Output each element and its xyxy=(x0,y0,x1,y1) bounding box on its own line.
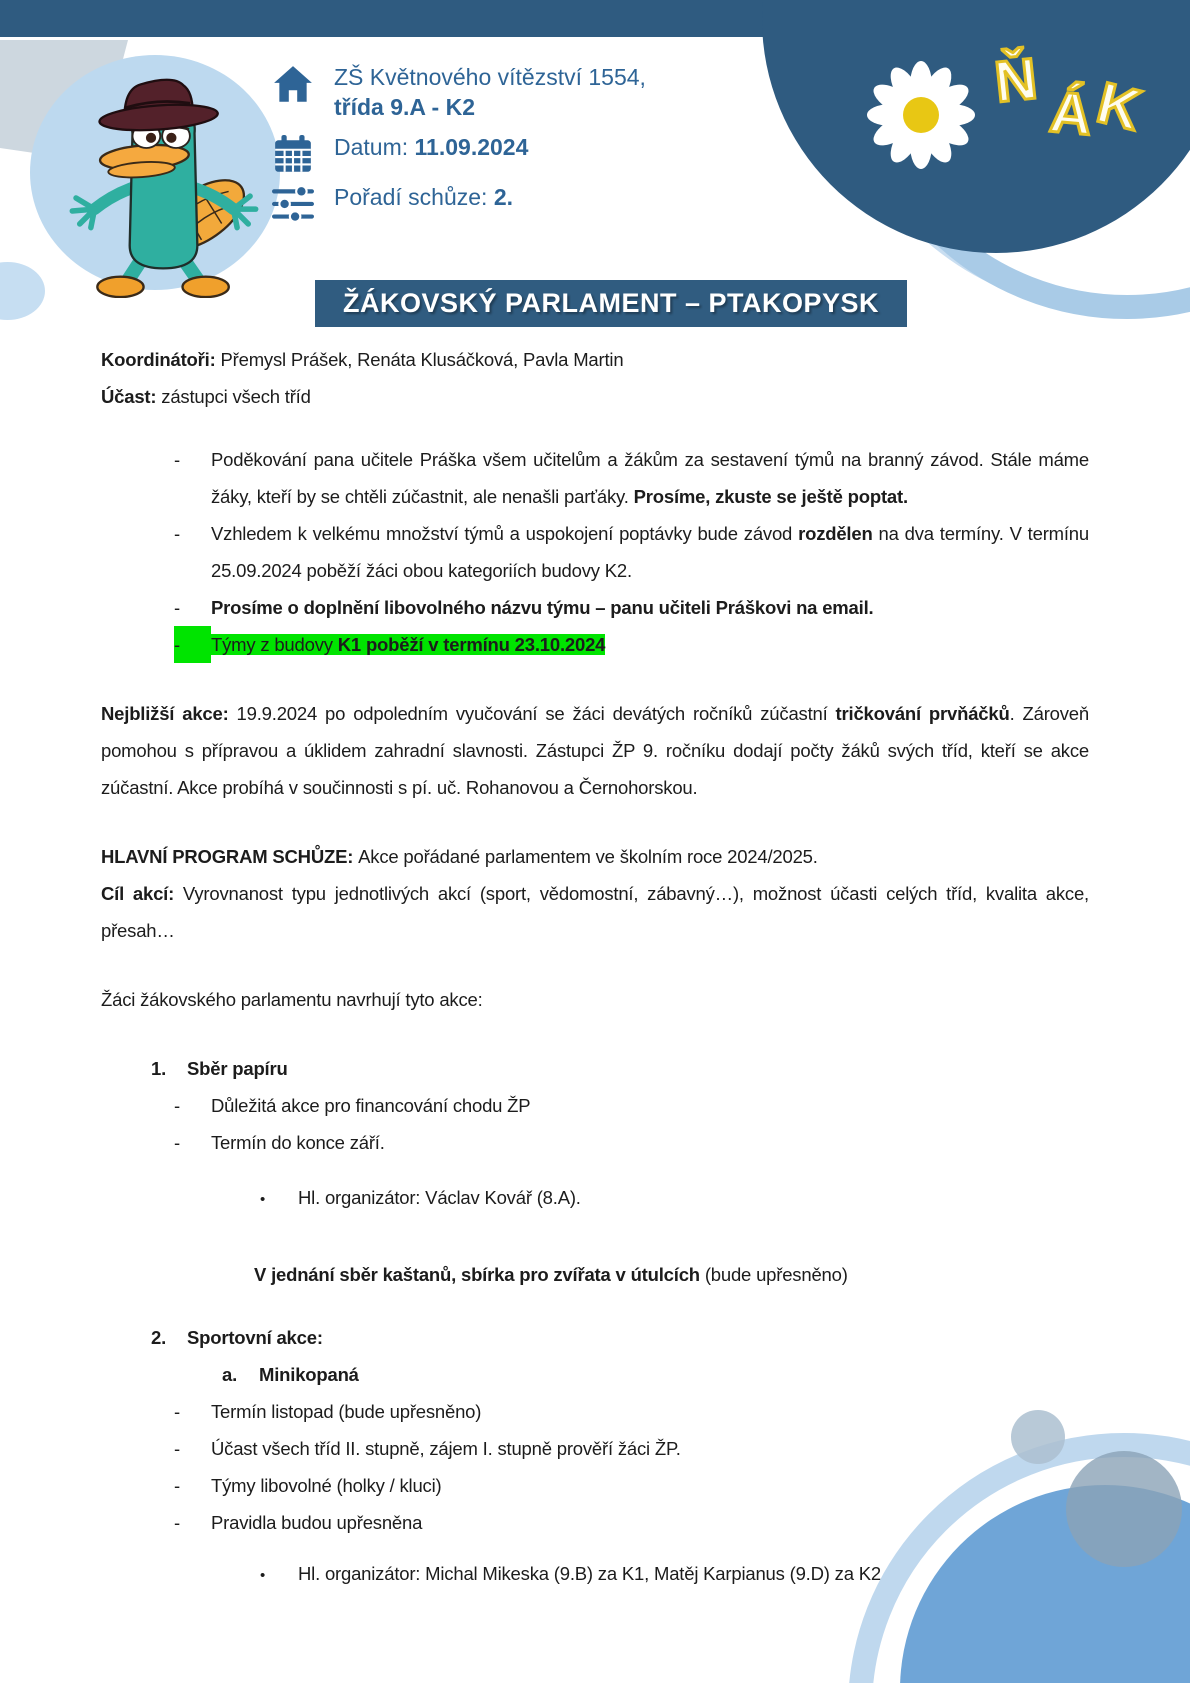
block-text: Vzhledem k velkému množství týmů a uspokojení poptávky bude závod rozdělen na dva termíny. V termínu 25.09.2024 poběží žáci obou kategoriích budovy K2. xyxy=(211,523,1089,581)
spacer xyxy=(101,806,1089,838)
bottom-right-gray-circle-small xyxy=(1011,1410,1065,1464)
block-text: Sběr papíru xyxy=(187,1058,288,1079)
list-marker: - xyxy=(174,1512,180,1533)
date-label: Datum: xyxy=(334,134,415,160)
school-name: ZŠ Květnového vítězství 1554, xyxy=(334,64,646,90)
platypus-mascot xyxy=(35,48,280,298)
spacer xyxy=(101,1293,1089,1319)
block-text: HLAVNÍ PROGRAM SCHŮZE: Akce pořádané parlamentem ve školním roce 2024/2025. xyxy=(101,846,818,867)
spacer xyxy=(101,663,1089,695)
block-text: Koordinátoři: Přemysl Prášek, Renáta Klusáčková, Pavla Martin xyxy=(101,349,624,370)
list-marker: - xyxy=(174,1132,180,1153)
document-body xyxy=(101,341,1089,1604)
block-text: Hl. organizátor: Michal Mikeska (9.B) za K1, Matěj Karpianus (9.D) za K2 xyxy=(298,1563,881,1584)
spacer xyxy=(101,1161,1089,1169)
block-text: V jednání sběr kaštanů, sbírka pro zvířata v útulcích (bude upřesněno) xyxy=(254,1264,848,1285)
list-marker: • xyxy=(260,1567,266,1584)
logo-letter: Ň xyxy=(991,45,1041,116)
block-text: Žáci žákovského parlamentu navrhují tyto akce: xyxy=(101,989,483,1010)
spacer xyxy=(101,1228,1089,1256)
block-text: Sportovní akce: xyxy=(187,1327,323,1348)
main-program-line xyxy=(101,838,1089,875)
block-text: Účast: zástupci všech tříd xyxy=(101,386,311,407)
bottom-right-gray-circle-large xyxy=(1066,1451,1182,1567)
list-marker: 2. xyxy=(151,1327,167,1348)
block-text: Termín listopad (bude upřesněno) xyxy=(211,1401,482,1422)
goal-line xyxy=(101,875,1089,949)
proposal-intro-line xyxy=(101,981,1089,1018)
block-text: Minikopaná xyxy=(259,1364,359,1385)
block-text: Prosíme o doplnění libovolného názvu týmu – panu učiteli Práškovi na email. xyxy=(211,597,874,618)
list-marker: • xyxy=(260,1191,266,1208)
title-bar xyxy=(315,280,907,327)
block-text: Cíl akcí: Vyrovnanost typu jednotlivých akcí (sport, vědomostní, zábavný…), možnost účasti celých tříd, kvalita akce, přesah… xyxy=(101,883,1089,941)
meeting-value: 2. xyxy=(493,184,513,210)
logo-letter: K xyxy=(1090,69,1148,144)
dash-item-november xyxy=(101,1393,1089,1430)
block-text: Hl. organizátor: Václav Kovář (8.A). xyxy=(298,1187,581,1208)
home-icon xyxy=(272,64,314,104)
block-text: Nejbližší akce: 19.9.2024 po odpoledním vyučování se žáci devátých ročníků zúčastní tričkování prvňáčků. Zároveň pomohou s přípravou a úklidem zahradní slavnosti. Zástupci ŽP 9. ročníku dodají počty žáků svých tříd, kteří se akce zúčastní. Akce probíhá v součinnosti s pí. uč. Rohanovou a Černohorskou. xyxy=(101,703,1089,798)
block-text: Týmy z budovy K1 poběží v termínu 23.10.2024 xyxy=(211,634,606,655)
list-marker: - xyxy=(174,1401,180,1422)
numbered-item-sport xyxy=(101,1319,1089,1356)
block-text: Termín do konce září. xyxy=(211,1132,385,1153)
list-marker: - xyxy=(174,523,180,544)
attendance-line xyxy=(101,378,1089,415)
list-marker: - xyxy=(174,1475,180,1496)
spacer xyxy=(101,415,1089,441)
date-value: 11.09.2024 xyxy=(414,134,529,160)
dash-item-financing xyxy=(101,1087,1089,1124)
coordinators-line xyxy=(101,341,1089,378)
alpha-item-minifootball xyxy=(101,1356,1089,1393)
block-text: Pravidla budou upřesněna xyxy=(211,1512,423,1533)
block-text: Týmy libovolné (holky / kluci) xyxy=(211,1475,442,1496)
dash-item-split-race xyxy=(101,515,1089,589)
numbered-item-paper xyxy=(101,1050,1089,1087)
list-marker: - xyxy=(174,626,211,663)
list-marker: 1. xyxy=(151,1058,167,1079)
dash-item-participation xyxy=(101,1430,1089,1467)
dash-item-thanks xyxy=(101,441,1089,515)
block-text: Důležitá akce pro financování chodu ŽP xyxy=(211,1095,531,1116)
bullet-item-organizer-paper xyxy=(101,1179,1089,1218)
block-text: Poděkování pana učitele Práška všem učitelům a žákům za sestavení týmů na branný závod. Stále máme žáky, kteří by se chtěli zúčastnit, ale nenašli parťáky. Prosíme, zkuste se ještě poptat. xyxy=(211,449,1089,507)
spacer xyxy=(101,949,1089,981)
dash-item-team-name xyxy=(101,589,1089,626)
next-event-paragraph xyxy=(101,695,1089,806)
list-marker: - xyxy=(174,597,180,618)
list-marker: - xyxy=(174,1438,180,1459)
dash-item-k1-date xyxy=(101,626,1089,663)
logo-letter: Á xyxy=(1047,79,1095,148)
header-row-date xyxy=(272,132,528,174)
header-row-school xyxy=(272,62,646,122)
meeting-label: Pořadí schůze: xyxy=(334,184,494,210)
calendar-icon xyxy=(272,134,314,174)
list-marker: - xyxy=(174,449,180,470)
daisy-icon xyxy=(866,60,976,170)
dash-item-teams xyxy=(101,1467,1089,1504)
sliders-icon xyxy=(272,184,314,224)
block-text: Účast všech tříd II. stupně, zájem I. stupně prověří žáci ŽP. xyxy=(211,1438,681,1459)
chestnut-note-line xyxy=(101,1256,1089,1293)
header-row-meeting xyxy=(272,182,513,224)
page-title: ŽÁKOVSKÝ PARLAMENT – PTAKOPYSK xyxy=(342,288,880,318)
dash-item-deadline xyxy=(101,1124,1089,1161)
class-line: třída 9.A - K2 xyxy=(334,94,476,120)
spacer xyxy=(101,1018,1089,1050)
list-marker: - xyxy=(174,1095,180,1116)
list-marker: a. xyxy=(222,1364,238,1385)
